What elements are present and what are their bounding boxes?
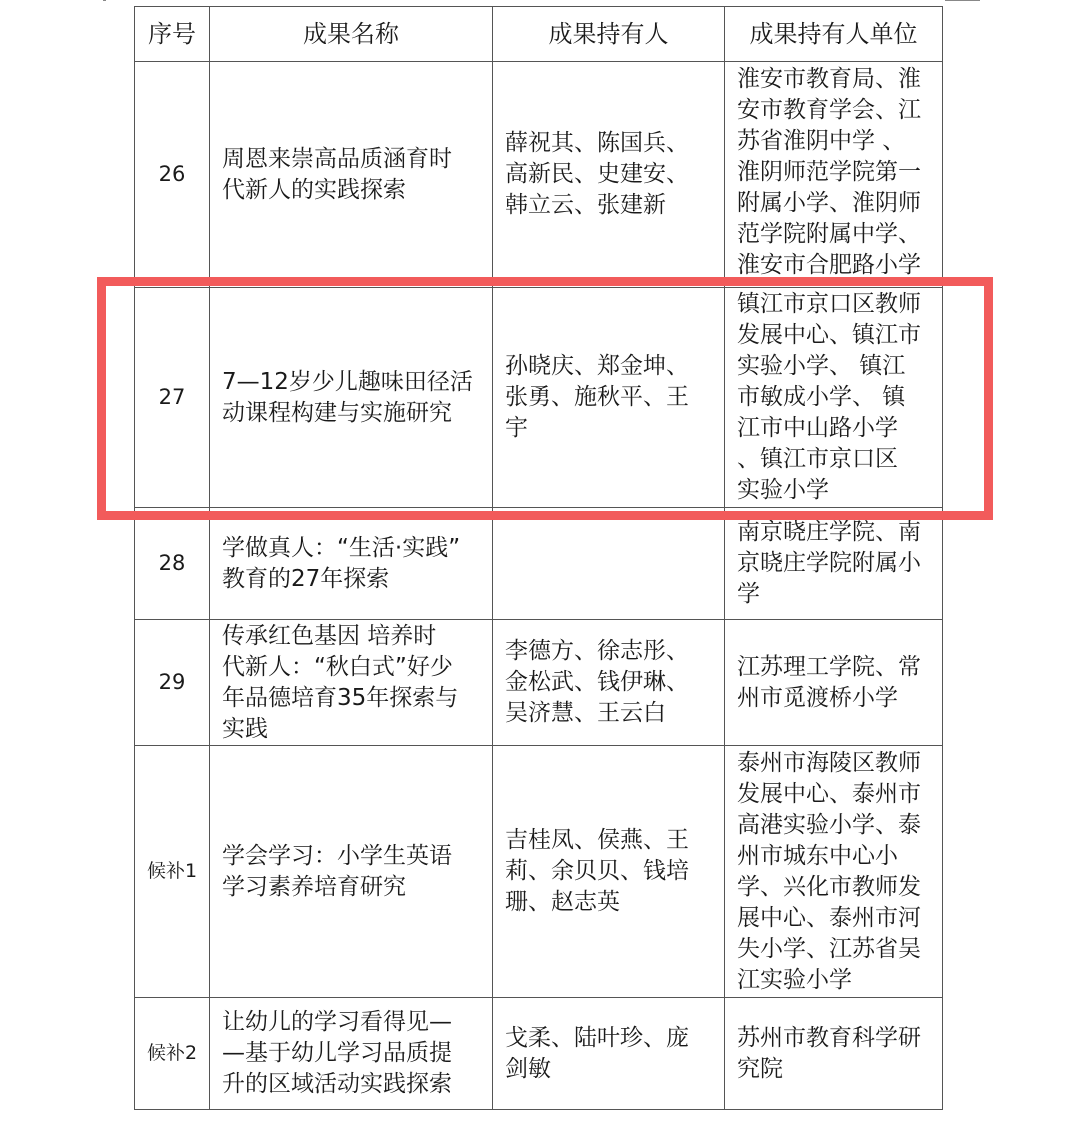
row-name: 学会学习：小学生英语 学习素养培育研究 (210, 746, 493, 998)
row-name: 学做真人：“生活·实践” 教育的27年探索 (210, 508, 493, 620)
header-name: 成果名称 (210, 7, 493, 62)
table-row (135, 620, 943, 746)
row-units: 南京晓庄学院、南 京晓庄学院附属小 学 (725, 508, 943, 620)
row-name: 让幼儿的学习看得见— —基于幼儿学习品质提 升的区域活动实践探索 (210, 998, 493, 1110)
header-row (135, 7, 943, 62)
row-holders: 李德方、徐志彤、 金松武、钱伊琳、 吴济慧、王云白 (493, 620, 725, 746)
row-seq: 候补2 (135, 998, 210, 1110)
row-name: 周恩来崇高品质涵育时 代新人的实践探索 (210, 62, 493, 288)
header-units: 成果持有人单位 (725, 7, 943, 62)
row-seq: 28 (135, 508, 210, 620)
row-holders: 孙晓庆、郑金坤、 张勇、施秋平、王 宇 (493, 288, 725, 508)
row-seq: 27 (135, 288, 210, 508)
results-table (134, 6, 943, 1110)
top-edge-mark (103, 0, 106, 1)
row-units: 淮安市教育局、淮 安市教育学会、江 苏省淮阴中学 、 淮阴师范学院第一 附属小学、淮阴师 范学院附属中学、 淮安市合肥路小学 (725, 62, 943, 288)
table-row (135, 746, 943, 998)
row-holders: 薛祝其、陈国兵、 高新民、史建安、 韩立云、张建新 (493, 62, 725, 288)
row-name: 7—12岁少儿趣味田径活 动课程构建与实施研究 (210, 288, 493, 508)
row-units: 镇江市京口区教师 发展中心、镇江市 实验小学、 镇江 市敏成小学、 镇 江市中山路小学 、镇江市京口区 实验小学 (725, 288, 943, 508)
table-row (135, 998, 943, 1110)
header-holders: 成果持有人 (493, 7, 725, 62)
row-name: 传承红色基因 培养时 代新人：“秋白式”好少 年品德培育35年探索与 实践 (210, 620, 493, 746)
table-row (135, 508, 943, 620)
row-holders (493, 508, 725, 620)
table-row (135, 288, 943, 508)
row-seq: 候补1 (135, 746, 210, 998)
row-holders: 吉桂凤、侯燕、王 莉、余贝贝、钱培 珊、赵志英 (493, 746, 725, 998)
row-holders: 戈柔、陆叶珍、庞 剑敏 (493, 998, 725, 1110)
row-units: 江苏理工学院、常 州市觅渡桥小学 (725, 620, 943, 746)
header-seq: 序号 (135, 7, 210, 62)
top-edge-mark (945, 0, 980, 1)
row-seq: 26 (135, 62, 210, 288)
row-units: 泰州市海陵区教师 发展中心、泰州市 高港实验小学、泰 州市城东中心小 学、兴化市教师发 展中心、泰州市河 失小学、江苏省吴 江实验小学 (725, 746, 943, 998)
table-row (135, 62, 943, 288)
row-seq: 29 (135, 620, 210, 746)
row-units: 苏州市教育科学研 究院 (725, 998, 943, 1110)
